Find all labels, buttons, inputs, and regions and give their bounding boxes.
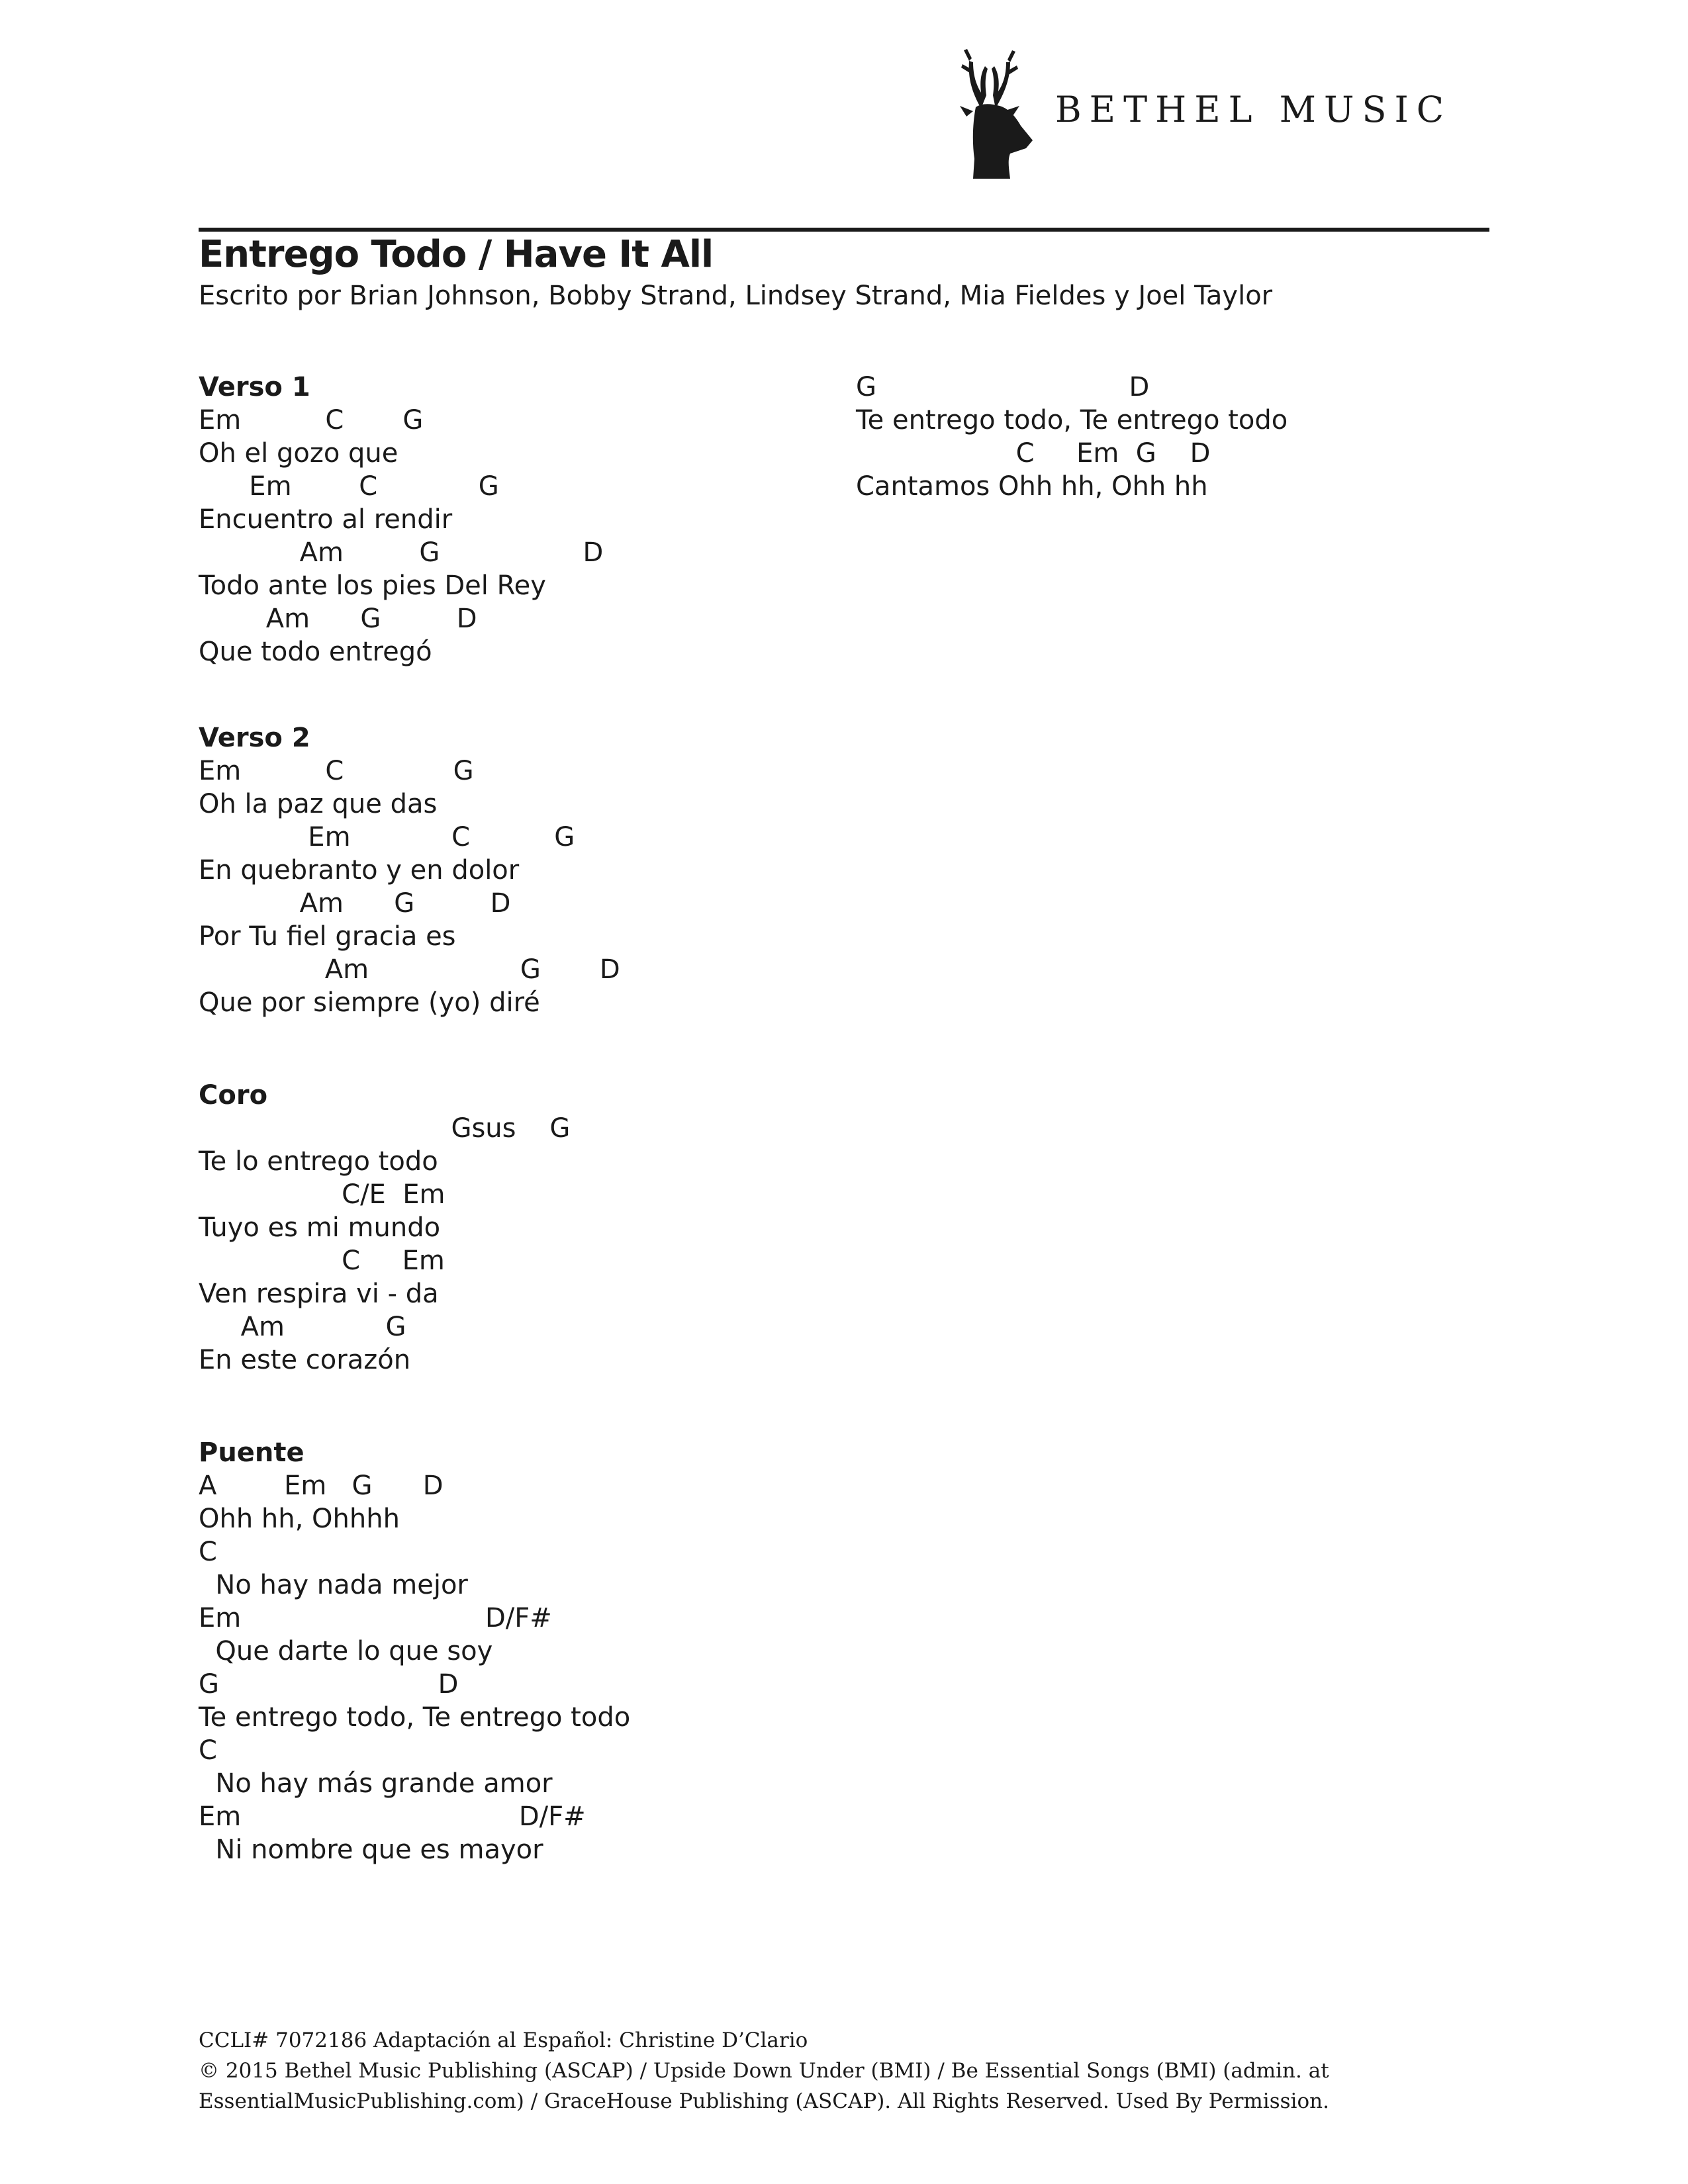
section-verso-2 bbox=[199, 721, 630, 1019]
chord-line: Am G D bbox=[199, 954, 620, 985]
chord-line: G D bbox=[199, 1669, 459, 1700]
lyric-line: Que todo entregó bbox=[199, 637, 432, 667]
lyric-line: Te entrego todo, Te entrego todo bbox=[856, 405, 1288, 435]
song-authors: Escrito por Brian Johnson, Bobby Strand, Lindsey Strand, Mia Fieldes y Joel Taylor bbox=[199, 281, 1273, 311]
lyric-line: Ven respira vi - da bbox=[199, 1279, 439, 1309]
section-puente-continued bbox=[856, 371, 1288, 503]
section-puente bbox=[199, 1436, 630, 1866]
ccli-line: CCLI# 7072186 Adaptación al Español: Christine D’Clario bbox=[199, 2028, 808, 2052]
chord-line: Am G D bbox=[199, 537, 604, 568]
chord-line: C bbox=[199, 1735, 217, 1766]
chord-line: C Em bbox=[199, 1246, 445, 1276]
deer-head-icon bbox=[947, 48, 1039, 180]
section-title: Verso 2 bbox=[199, 723, 310, 753]
lyric-line: Todo ante los pies Del Rey bbox=[199, 570, 546, 601]
chord-line: Gsus G bbox=[199, 1113, 571, 1144]
lyric-line: Ni nombre que es mayor bbox=[199, 1835, 543, 1865]
lyric-line: No hay nada mejor bbox=[199, 1570, 468, 1600]
lyric-line: Encuentro al rendir bbox=[199, 504, 453, 535]
section-coro bbox=[199, 1079, 630, 1377]
chord-line: C bbox=[199, 1537, 217, 1567]
lyric-line: Por Tu fiel gracia es bbox=[199, 921, 456, 952]
copyright-line-continued: EssentialMusicPublishing.com) / GraceHouse Publishing (ASCAP). All Rights Reserved. Used By Permission. bbox=[199, 2089, 1329, 2113]
chord-line: Am G D bbox=[199, 604, 477, 634]
title-rule bbox=[199, 228, 1489, 232]
section-title: Coro bbox=[199, 1080, 268, 1111]
lyric-line: Te entrego todo, Te entrego todo bbox=[199, 1702, 631, 1733]
chord-line: Am G bbox=[199, 1312, 406, 1342]
copyright-footer bbox=[199, 2025, 1329, 2116]
lyric-line: Oh el gozo que bbox=[199, 438, 399, 469]
brand-name: BETHEL MUSIC bbox=[1055, 88, 1452, 130]
lyric-line: En este corazón bbox=[199, 1345, 411, 1375]
chord-line: Em C G bbox=[199, 822, 575, 852]
lyric-line: En quebranto y en dolor bbox=[199, 855, 520, 886]
chord-line: C/E Em bbox=[199, 1179, 445, 1210]
right-column bbox=[856, 371, 1288, 556]
section-title: Puente bbox=[199, 1437, 305, 1468]
chord-line: A Em G D bbox=[199, 1471, 444, 1501]
chord-line: Em D/F# bbox=[199, 1603, 552, 1633]
copyright-line: © 2015 Bethel Music Publishing (ASCAP) / Upside Down Under (BMI) / Be Essential Songs (BMI) (admin. at bbox=[199, 2059, 1329, 2083]
chord-line: Em C G bbox=[199, 471, 499, 502]
lyric-line: No hay más grande amor bbox=[199, 1768, 553, 1799]
song-title: Entrego Todo / Have It All bbox=[199, 233, 714, 276]
lyric-line: Que darte lo que soy bbox=[199, 1636, 493, 1666]
chord-line: Em C G bbox=[199, 756, 474, 786]
lyric-line: Tuyo es mi mundo bbox=[199, 1212, 441, 1243]
chord-line: C Em G D bbox=[856, 438, 1211, 469]
section-verso-1 bbox=[199, 371, 630, 668]
lyric-line: Oh la paz que das bbox=[199, 789, 438, 819]
chord-line: Em D/F# bbox=[199, 1801, 586, 1832]
chord-line: Am G D bbox=[199, 888, 511, 919]
left-column bbox=[199, 371, 630, 1919]
lyric-line: Que por siempre (yo) diré bbox=[199, 987, 540, 1018]
bethel-music-logo bbox=[947, 48, 1452, 180]
lyric-line: Te lo entrego todo bbox=[199, 1146, 438, 1177]
section-title: Verso 1 bbox=[199, 372, 310, 402]
lyric-line: Ohh hh, Ohhhh bbox=[199, 1504, 400, 1534]
chord-line: G D bbox=[856, 372, 1150, 402]
chord-line: Em C G bbox=[199, 405, 424, 435]
lyric-line: Cantamos Ohh hh, Ohh hh bbox=[856, 471, 1208, 502]
